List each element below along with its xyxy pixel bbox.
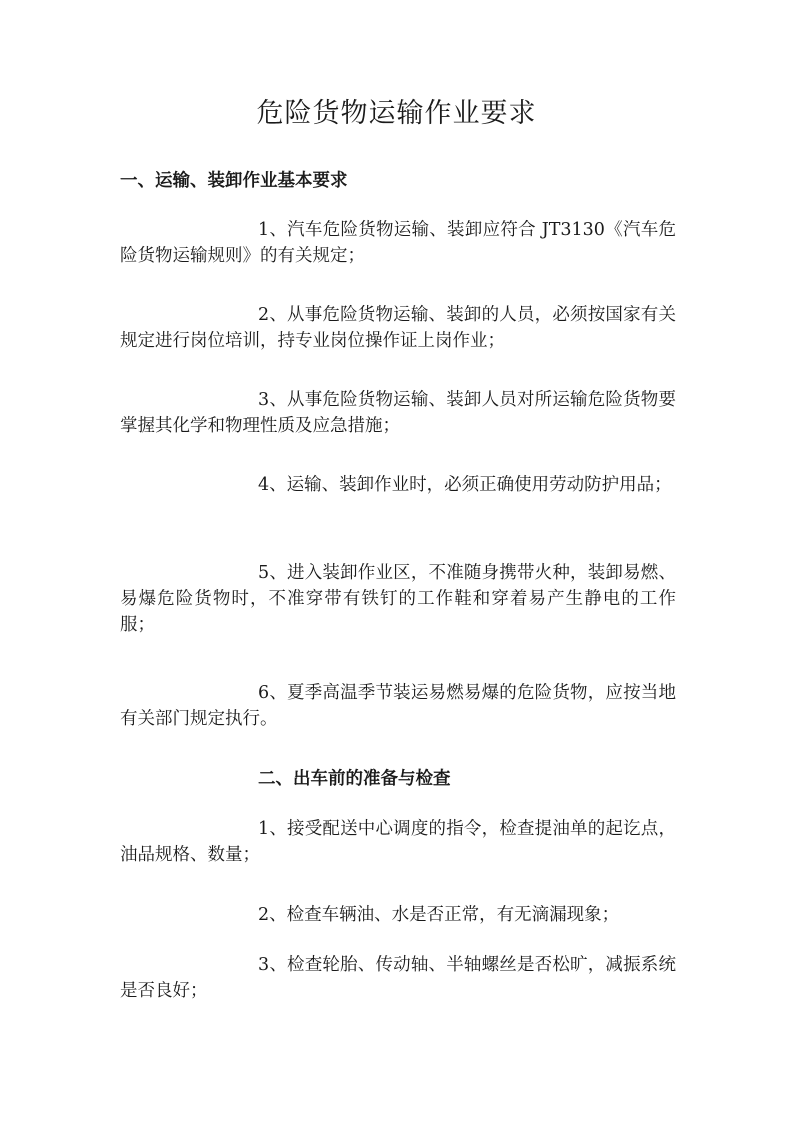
section-2-item-2: 2、检查车辆油、水是否正常，有无滴漏现象； [258, 905, 620, 925]
section-1-item-6: 6、夏季高温季节装运易燃易爆的危险货物，应按当地有关部门规定执行。 [120, 683, 676, 729]
document-title: 危险货物运输作业要求 [256, 98, 537, 129]
section-1-item-5: 5、进入装卸作业区，不准随身携带火种，装卸易燃、易爆危险货物时，不准穿带有铁钉的工作鞋和穿着易产生静电的工作服； [120, 563, 676, 635]
section-1-item-4: 4、运输、装卸作业时，必须正确使用劳动防护用品； [258, 475, 672, 495]
section-1-item-3: 3、从事危险货物运输、装卸人员对所运输危险货物要掌握其化学和物理性质及应急措施； [120, 390, 676, 436]
section-heading-1: 一、运输、装卸作业基本要求 [120, 171, 348, 191]
section-2-item-1: 1、接受配送中心调度的指令，检查提油单的起讫点，油品规格、数量； [120, 819, 676, 865]
section-1-item-2: 2、从事危险货物运输、装卸的人员，必须按国家有关规定进行岗位培训，持专业岗位操作证上岗作业； [120, 305, 676, 351]
section-heading-2: 二、出车前的准备与检查 [258, 769, 451, 789]
section-1-item-1: 1、汽车危险货物运输、装卸应符合 JT3130《汽车危险货物运输规则》的有关规定； [120, 220, 676, 266]
section-2-item-3: 3、检查轮胎、传动轴、半轴螺丝是否松旷，减振系统是否良好； [120, 955, 676, 1001]
